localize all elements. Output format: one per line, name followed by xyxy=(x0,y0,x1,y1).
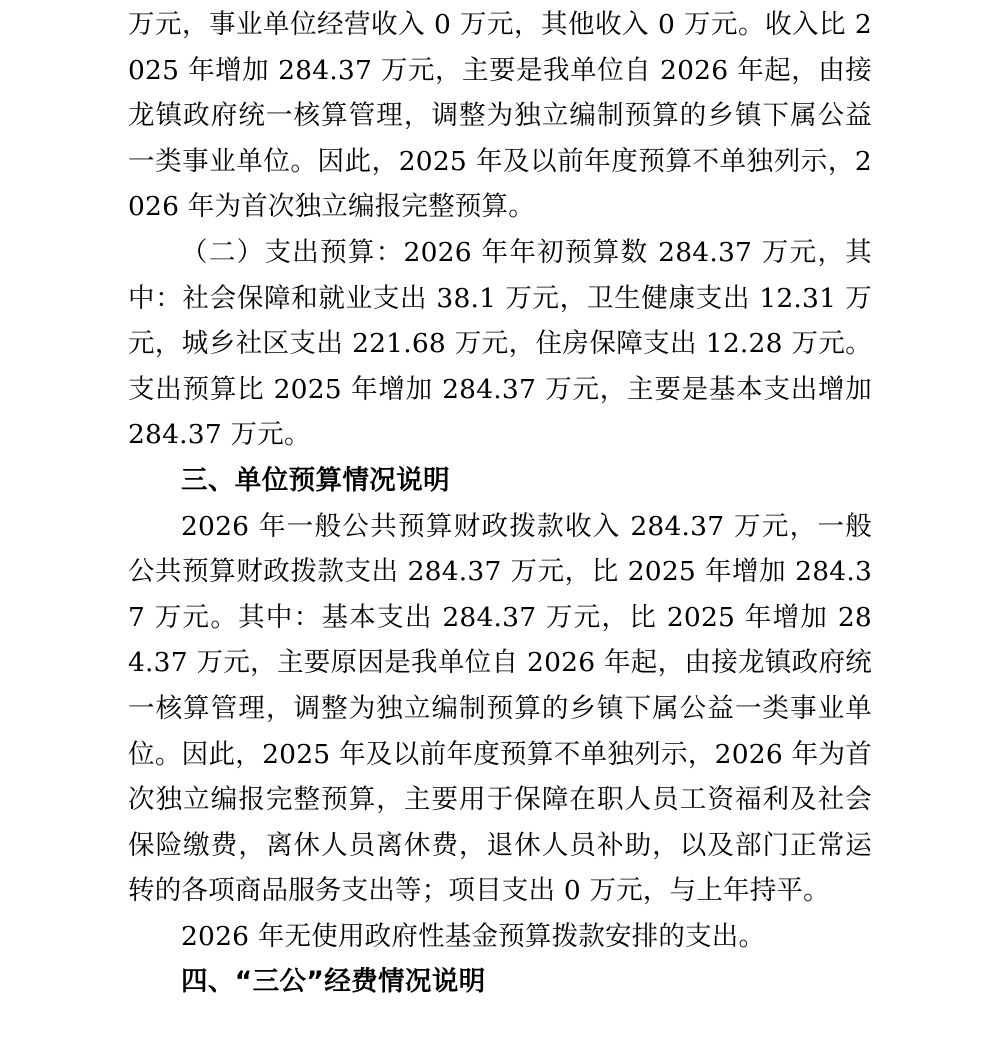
document-body xyxy=(128,0,872,1005)
paragraph-expenditure-budget: （二）支出预算：2026 年年初预算数 284.37 万元，其中：社会保障和就业支出 38.1 万元，卫生健康支出 12.31 万元，城乡社区支出 221.68 万元，住房保障支出 12.28 万元。支出预算比 2025 年增加 284.37 万元，主要是基本支出增加 284.37 万元。 xyxy=(128,236,872,451)
heading-three-public-expenses: 四、“三公”经费情况说明 xyxy=(181,966,486,998)
paragraph-general-public-budget: 2026 年一般公共预算财政拨款收入 284.37 万元，一般公共预算财政拨款支出 284.37 万元，比 2025 年增加 284.37 万元。其中：基本支出 284.37 万元，比 2025 年增加 284.37 万元，主要原因是我单位自 2026 年起，由接龙镇政府统一核算管理，调整为独立编制预算的乡镇下属公益一类事业单位。因此，2025 年及以前年度预算不单独列示，2026 年为首次独立编报完整预算，主要用于保障在职人员工资福利及社会保险缴费，离休人员离休费，退休人员补助，以及部门正常运转的各项商品服务支出等；项目支出 0 万元，与上年持平。 xyxy=(128,510,872,907)
paragraph-income-continued: 万元，事业单位经营收入 0 万元，其他收入 0 万元。收入比 2025 年增加 284.37 万元，主要是我单位自 2026 年起，由接龙镇政府统一核算管理，调整为独立编制预算的乡镇下属公益一类事业单位。因此，2025 年及以前年度预算不单独列示，2026 年为首次独立编报完整预算。 xyxy=(128,9,872,223)
paragraph-government-fund: 2026 年无使用政府性基金预算拨款安排的支出。 xyxy=(181,920,766,952)
heading-unit-budget: 三、单位预算情况说明 xyxy=(181,464,450,496)
